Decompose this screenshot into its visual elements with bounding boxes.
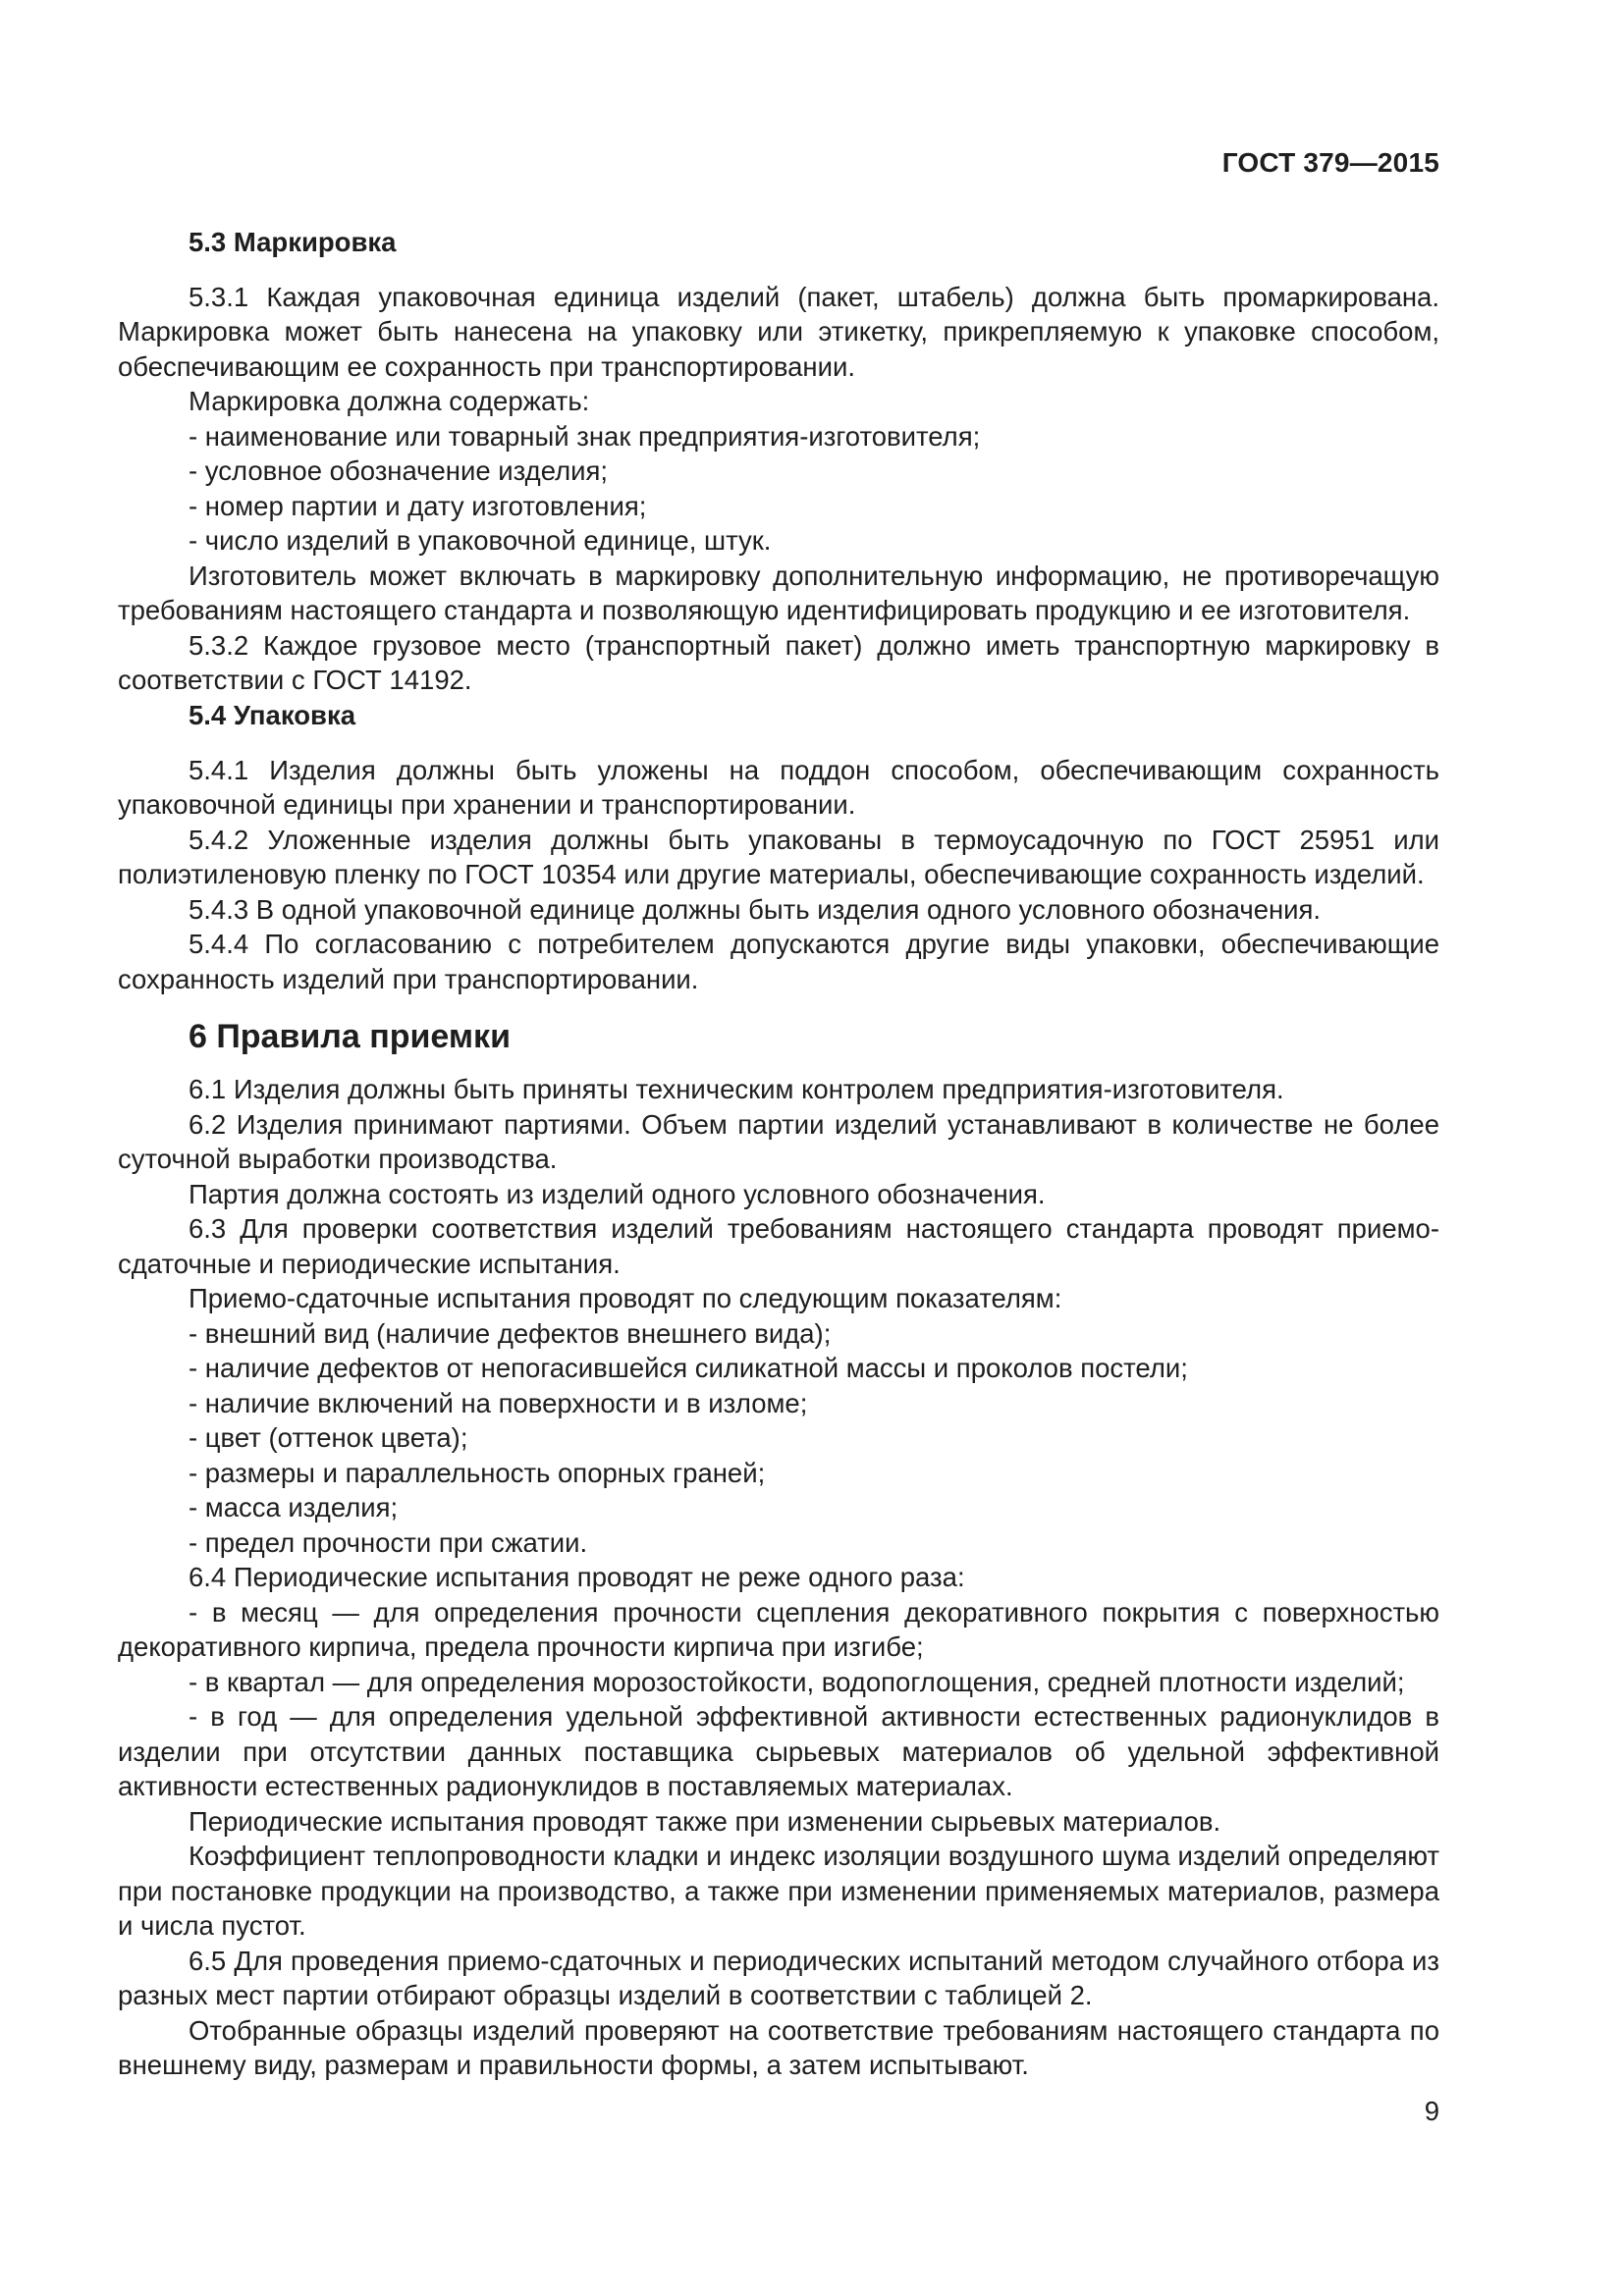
list-item: - условное обозначение изделия; — [189, 455, 609, 486]
list-item: - предел прочности при сжатии. — [189, 1526, 588, 1558]
paragraph-5-4-3: 5.4.3 В одной упаковочной единице должны быть изделия одного условного обозначения. — [189, 893, 1322, 925]
paragraph-6-2: 6.2 Изделия принимают партиями. Объем партии изделий устанавливают в количестве не более суточной выработки производства. — [118, 1108, 1439, 1174]
paragraph-6-4-raw-materials: Периодические испытания проводят также при изменении сырьевых материалов. — [189, 1805, 1221, 1837]
paragraph-6-3: 6.3 Для проверки соответствия изделий требованиям настоящего стандарта проводят приемо-сдаточные и периодические испытания. — [118, 1213, 1439, 1279]
section-5-3-heading: 5.3 Маркировка — [189, 227, 397, 257]
section-5-4-heading: 5.4 Упаковка — [189, 700, 355, 730]
list-item: - в год — для определения удельной эффективной активности естественных радионуклидов в изделии при отсутствии данных поставщика сырьевых материалов об удельной эффективной активности естественных радионуклидов в поставляемых материалах. — [118, 1701, 1439, 1801]
paragraph-6-4: 6.4 Периодические испытания проводят не реже одного раза: — [189, 1562, 965, 1592]
page-number: 9 — [1424, 2096, 1439, 2126]
list-item: - масса изделия; — [189, 1492, 399, 1522]
paragraph-6-1: 6.1 Изделия должны быть приняты техническим контролем предприятия-изготовителя. — [189, 1074, 1284, 1104]
paragraph-additional-info: Изготовитель может включать в маркировку дополнительную информацию, не противоречащую требованиям настоящего стандарта и позволяющую идентифицировать продукцию и ее изготовителя. — [118, 560, 1439, 625]
list-item: - в месяц — для определения прочности сцепления декоративного покрытия с поверхностью декоративного кирпича, предела прочности кирпича при изгибе; — [118, 1596, 1439, 1662]
document-code: ГОСТ 379—2015 — [1221, 147, 1439, 178]
paragraph-5-4-1: 5.4.1 Изделия должны быть уложены на поддон способом, обеспечивающим сохранность упаковочной единицы при хранении и транспортировании. — [118, 754, 1439, 820]
paragraph-marking-contents: Маркировка должна содержать: — [189, 386, 590, 416]
list-item: - наименование или товарный знак предприятия-изготовителя; — [189, 420, 981, 452]
paragraph-5-4-4: 5.4.4 По согласованию с потребителем допускаются другие виды упаковки, обеспечивающие сохранность изделий при транспортировании. — [118, 929, 1439, 994]
paragraph-6-3-indicators: Приемо-сдаточные испытания проводят по следующим показателям: — [189, 1283, 1062, 1313]
paragraph-6-4-thermal: Коэффициент теплопроводности кладки и индекс изоляции воздушного шума изделий определяют при постановке продукции на производство, а также при изменении применяемых материалов, размера и числа пустот. — [118, 1841, 1439, 1941]
list-item: - в квартал — для определения морозостойкости, водопоглощения, средней плотности изделий; — [189, 1666, 1405, 1697]
list-item: - наличие включений на поверхности и в изломе; — [189, 1387, 808, 1418]
paragraph-5-4-2: 5.4.2 Уложенные изделия должны быть упакованы в термоусадочную по ГОСТ 25951 или полиэтиленовую пленку по ГОСТ 10354 или другие материалы, обеспечивающие сохранность изделий. — [118, 824, 1439, 889]
list-item: - число изделий в упаковочной единице, штук. — [189, 525, 772, 556]
section-6 — [118, 1015, 1439, 2083]
list-item: - размеры и параллельность опорных граней; — [189, 1457, 766, 1488]
section-5-4 — [118, 698, 1439, 996]
paragraph-5-3-1: 5.3.1 Каждая упаковочная единица изделий (пакет, штабель) должна быть промаркирована. Маркировка может быть нанесена на упаковку или этикетку, прикрепляемую к упаковке способом, обеспечивающим ее сохранность при транспортировании. — [118, 281, 1439, 382]
list-item: - наличие дефектов от непогасившейся силикатной массы и проколов постели; — [189, 1353, 1188, 1383]
paragraph-5-3-2: 5.3.2 Каждое грузовое место (транспортный пакет) должно иметь транспортную маркировку в соответствии с ГОСТ 14192. — [118, 629, 1439, 695]
paragraph-6-5-samples: Отобранные образцы изделий проверяют на соответствие требованиям настоящего стандарта по внешнему виду, размерам и правильности формы, а затем испытывают. — [118, 2014, 1439, 2080]
list-item: - цвет (оттенок цвета); — [189, 1422, 468, 1453]
list-item: - номер партии и дату изготовления; — [189, 490, 647, 521]
paragraph-6-5: 6.5 Для проведения приемо-сдаточных и периодических испытаний методом случайного отбора из разных мест партии отбирают образцы изделий в соответствии с таблицей 2. — [118, 1945, 1439, 2010]
section-5-3 — [118, 225, 1439, 698]
list-item: - внешний вид (наличие дефектов внешнего вида); — [189, 1317, 832, 1349]
paragraph-6-2-batch: Партия должна состоять из изделий одного условного обозначения. — [189, 1178, 1046, 1209]
section-6-heading: 6 Правила приемки — [189, 1018, 511, 1055]
